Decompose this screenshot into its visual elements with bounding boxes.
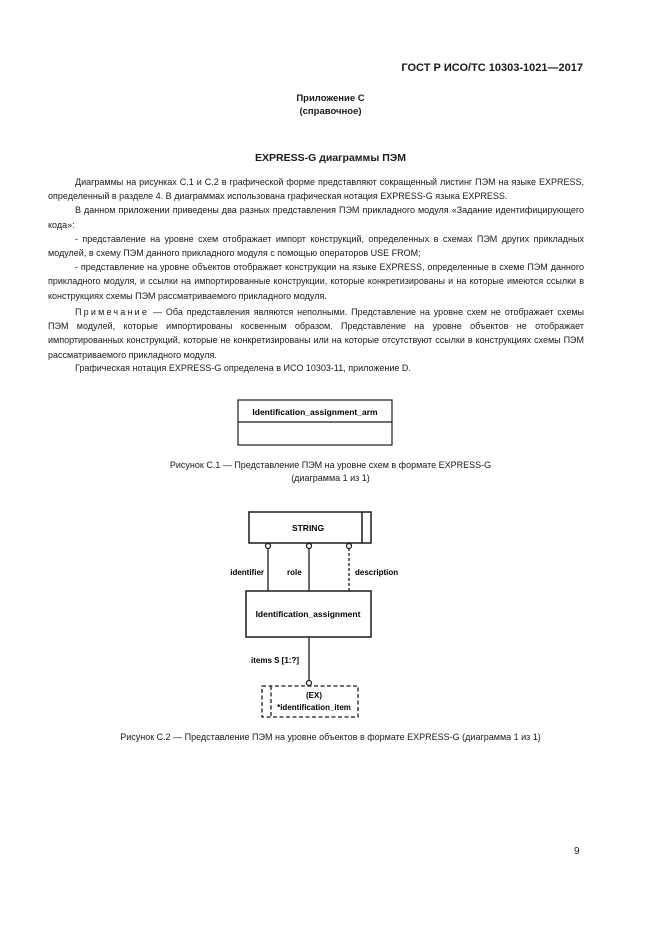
paragraph: Диаграммы на рисунках С.1 и С.2 в графической форме представляют сокращенный листинг ПЭМ на языке EXPRESS, определенный в разделе 4. В диаграммах использована графическая нотация EXPRESS-G языка EXPRESS. [48, 177, 584, 202]
entity-name: Identification_assignment [255, 609, 361, 619]
paragraph: В данном приложении приведены два разных представления ПЭМ прикладного модуля «Задание идентифицирующего кода»: [48, 205, 584, 230]
select-type-box [262, 686, 358, 717]
annex-type: (справочное) [299, 106, 362, 117]
caption-line: (диаграмма 1 из 1) [291, 473, 370, 483]
figure1-caption [0, 459, 661, 485]
attribute-label: identifier [230, 568, 264, 577]
note-label: Примечание [75, 307, 150, 317]
string-type-box [249, 512, 371, 543]
note-text: — Оба представления являются неполными. Представление на уровне схем не отображает схемы ПЭМ модулей, которые импортированы косвенным образом. Представление на уровне объектов не отображает импортированных конструкций, которые не конкретизированы или на которые отсутствуют ссылки в конструкциях схемы ПЭМ рассматриваемого прикладного модуля. [48, 307, 584, 360]
document-header: ГОСТ Р ИСО/ТС 10303-1021—2017 [401, 62, 583, 74]
figure2-caption: Рисунок С.2 — Представление ПЭМ на уровне объектов в формате EXPRESS-G (диаграмма 1 из 1) [120, 732, 541, 742]
section-title: EXPRESS-G диаграммы ПЭМ [255, 152, 406, 164]
attribute-label: description [355, 568, 399, 577]
relation-end-circle [347, 544, 352, 549]
relation-end-circle [307, 681, 312, 686]
select-line1: (EX) [306, 691, 322, 700]
list-item: - представление на уровне объектов отображает конструкции на языке EXPRESS, определенные в схеме ПЭМ данного прикладного модуля, и ссылки на импортированные конструкции, которые конкретизированы и на которые имеются ссылки в конструкциях схемы ПЭМ рассматриваемого прикладного модуля. [48, 262, 584, 301]
page-number: 9 [574, 846, 580, 857]
entity-box [246, 591, 371, 637]
relation-end-circle [307, 544, 312, 549]
list-item: - представление на уровне схем отображает импорт конструкций, определенных в схемах ПЭМ других прикладных модулей, в схему ПЭМ данного прикладного модуля с помощью операторов USE FROM; [48, 233, 584, 259]
schema-name: Identification_assignment_arm [252, 407, 378, 417]
items-label: items S [1:?] [251, 656, 300, 665]
attribute-label: role [287, 568, 302, 577]
annex-title: Приложение С [296, 93, 365, 104]
paragraph: Графическая нотация EXPRESS-G определена в ИСО 10303-11, приложение D. [75, 363, 411, 373]
relation-end-circle [266, 544, 271, 549]
type-name: STRING [291, 523, 325, 533]
select-line2: *identification_item [277, 703, 351, 712]
caption-line: Рисунок С.1 — Представление ПЭМ на уровне схем в формате EXPRESS-G [169, 460, 492, 470]
schema-box [238, 400, 392, 445]
